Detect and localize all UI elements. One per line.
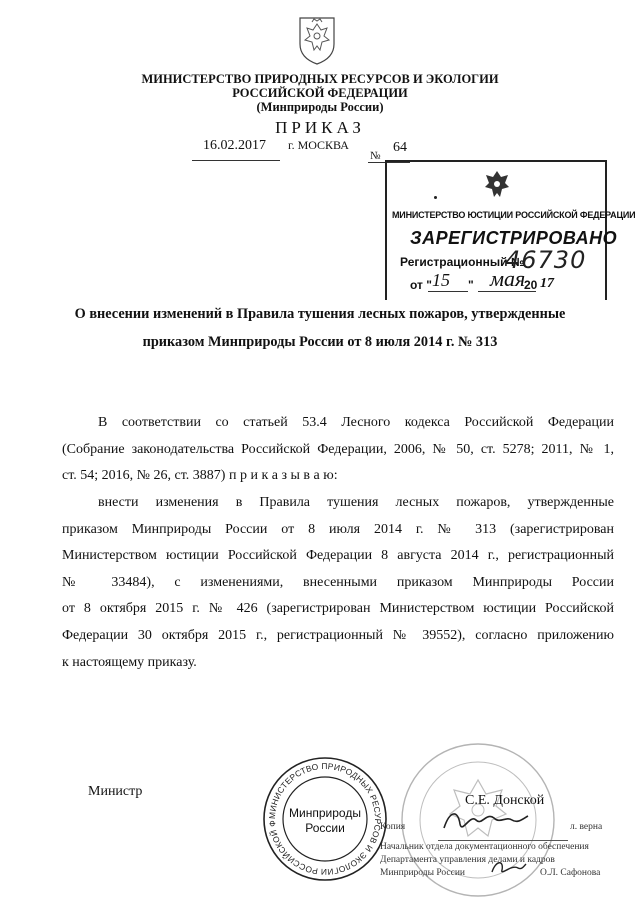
copy-initials-scribble (488, 858, 528, 883)
copy-position-line3: Минприроды России (380, 868, 465, 878)
signer-name: С.Е. Донской (465, 793, 545, 808)
registration-stamp-border-left (385, 160, 387, 300)
order-line: внести изменения в Правила тушения лесных пожаров, утвержденные (98, 495, 614, 510)
order-number: 64 (393, 140, 407, 155)
order-line: от 8 октября 2015 г. № 426 (зарегистрирован Министерством юстиции Российской (62, 601, 614, 617)
stamp-year: 17 (540, 276, 554, 291)
stamp-ministry-of-justice: МИНИСТЕРСТВО ЮСТИЦИИ РОССИЙСКОЙ ФЕДЕРАЦИИ (392, 210, 636, 220)
preamble-line: В соответствии со статьей 53.4 Лесного кодекса Российской Федерации (98, 415, 614, 430)
stamp-date-label: от " (410, 278, 432, 292)
ministry-round-stamp (262, 756, 388, 882)
copy-label: Копия (380, 822, 406, 832)
order-line: к настоящему приказу. (62, 654, 197, 670)
order-line: № 33484), с изменениями, внесенными приказом Минприроды России (62, 574, 614, 590)
stamp-reg-number-label: Регистрационный № (400, 255, 525, 269)
order-heading-line1: О внесении изменений в Правила тушения лесных пожаров, утвержденные (74, 306, 566, 322)
stamp-eagle-icon (482, 168, 512, 207)
order-city: г. МОСКВА (288, 138, 349, 152)
number-sign: № (370, 150, 381, 162)
paragraph-preamble (62, 410, 614, 490)
copy-position-line1: Начальник отдела документационного обеспечения (380, 842, 589, 852)
copy-position-line2: Департамента управления делами и кадров (380, 855, 555, 865)
stamp-month: мая (490, 266, 526, 291)
round-stamp-ring-text: МИНИСТЕРСТВО ПРИРОДНЫХ РЕСУРСОВ И ЭКОЛОГИИ РОССИЙСКОЙ Ф (266, 760, 384, 878)
registration-stamp-border (385, 160, 607, 162)
stamp-day: 15 (432, 270, 450, 290)
date-underline (192, 160, 280, 161)
ministry-short-name: (Минприроды России) (256, 100, 384, 114)
preamble-line: ст. 54; 2016, № 26, ст. 3887) п р и к а з ы в а ю: (62, 468, 338, 484)
order-line: Министерством юстиции Российской Федерации 8 августа 2014 г., регистрационный (62, 548, 614, 564)
copy-verified: л. верна (570, 822, 603, 832)
stamp-registered: ЗАРЕГИСТРИРОВАНО (410, 228, 618, 248)
stamp-day-underline (428, 291, 468, 292)
stamp-year-prefix: 20 (524, 278, 538, 292)
copy-signature-scribble (440, 806, 530, 841)
order-line: Федерации 30 октября 2015 г., регистрационный № 39552), согласно приложению (62, 627, 614, 643)
stamp-month-underline (478, 291, 536, 292)
stamp-close-quote: " (468, 278, 474, 292)
order-title: ПРИКАЗ (275, 118, 365, 137)
round-stamp-center-line2: России (305, 821, 345, 835)
order-heading-line2: приказом Минприроды России от 8 июля 2014 г. № 313 (142, 334, 498, 350)
stamp-dot (434, 196, 437, 199)
paragraph-order (62, 490, 614, 676)
stamp-reg-number: 46730 (505, 246, 587, 274)
ministry-name-line2: РОССИЙСКОЙ ФЕДЕРАЦИИ (232, 86, 408, 100)
preamble-line: (Собрание законодательства Российской Федерации, 2006, № 50, ст. 5278; 2011, № 1, (62, 441, 614, 457)
order-date: 16.02.2017 (203, 138, 266, 153)
number-underline (368, 162, 410, 163)
round-stamp-center-line1: Минприроды (289, 806, 361, 820)
order-line: приказом Минприроды России от 8 июля 2014 г. № 313 (зарегистрирован (62, 521, 614, 537)
ministry-name-line1: МИНИСТЕРСТВО ПРИРОДНЫХ РЕСУРСОВ И ЭКОЛОГИИ (141, 72, 499, 86)
coat-of-arms-emblem (296, 14, 338, 66)
copy-signer-name: О.Л. Сафонова (540, 868, 601, 878)
signer-position: Министр (88, 784, 143, 799)
